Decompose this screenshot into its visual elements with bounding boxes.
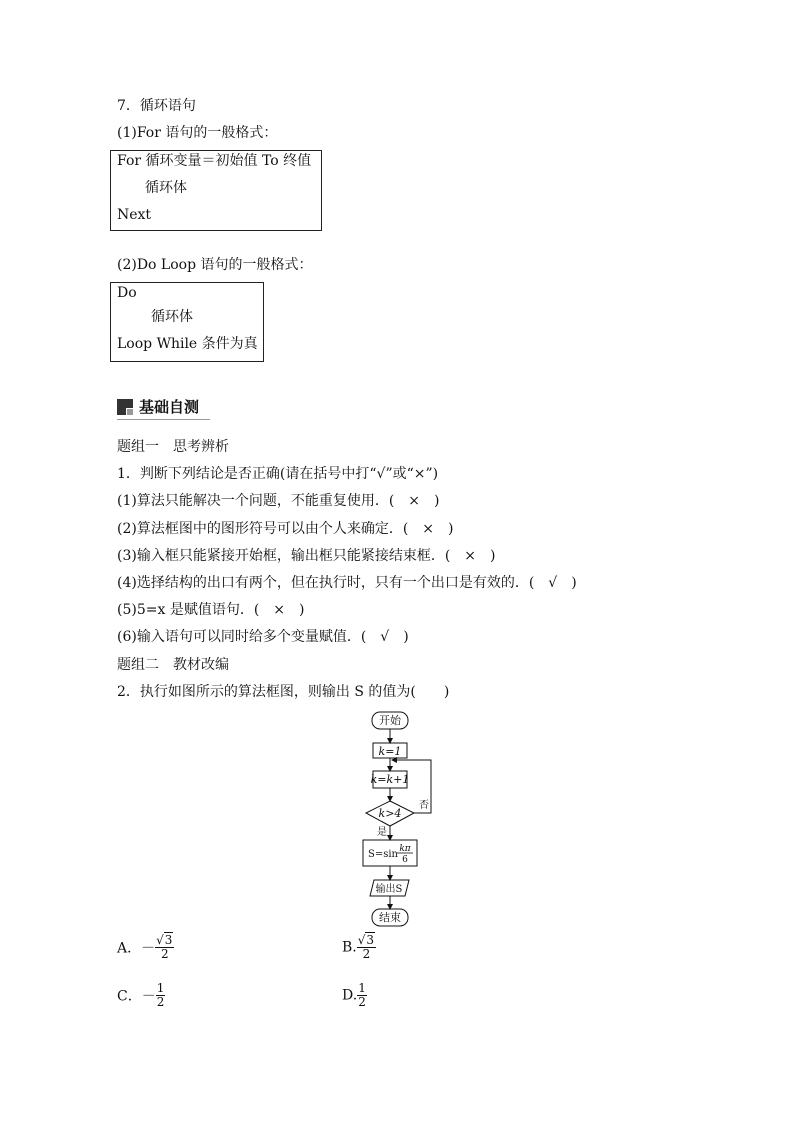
do-line-1: Do <box>117 285 137 301</box>
algorithm-flowchart <box>355 708 445 930</box>
question-1-item: (6)输入语句可以同时给多个变量赋值．( √ ) <box>117 629 409 645</box>
assign-prefix: S=sin <box>368 849 398 860</box>
do-line-3: Loop While 条件为真 <box>117 336 258 352</box>
start-label: 开始 <box>379 714 401 727</box>
section-square-icon <box>117 399 133 415</box>
do-intro: (2)Do Loop 语句的一般格式： <box>117 257 313 273</box>
end-label: 结束 <box>379 911 401 924</box>
section-title: 基础自测 <box>139 398 200 416</box>
for-line-3: Next <box>117 207 152 223</box>
option-d-label: D. <box>342 987 358 1004</box>
assign-numerator: kπ <box>399 844 411 854</box>
option-a-label: A．－ <box>117 940 156 957</box>
option-a-fraction: $\frac{√3}{2}$ <box>156 933 173 961</box>
question-1-item: (4)选择结构的出口有两个，但在执行时，只有一个出口是有效的．( √ ) <box>117 575 577 591</box>
question-1-item: (3)输入框只能紧接开始框，输出框只能紧接结束框．( × ) <box>117 548 496 564</box>
for-line-2: 循环体 <box>145 180 187 196</box>
option-c-fraction: $\frac{1}{2}$ <box>156 981 165 1009</box>
question-1-item: (5)5=x 是赋值语句．( × ) <box>117 602 305 618</box>
option-c[interactable] <box>117 982 165 1009</box>
question-2-stem: 2．执行如图所示的算法框图，则输出 S 的值为( ) <box>117 684 450 700</box>
option-c-label: C．－ <box>117 988 156 1005</box>
for-syntax-box <box>110 150 322 231</box>
for-line-1: For 循环变量＝初始值 To 终值 <box>117 153 312 169</box>
init-label: k=1 <box>378 745 402 758</box>
question-1-item: (1)算法只能解决一个问题，不能重复使用．( × ) <box>117 493 440 509</box>
option-d-fraction: $\frac{1}{2}$ <box>358 981 366 1009</box>
option-d[interactable] <box>342 982 367 1009</box>
option-b-label: B. <box>342 939 357 956</box>
do-syntax-box <box>110 282 264 362</box>
option-b-fraction: $\frac{√3}{2}$ <box>357 933 375 961</box>
update-label: k=k+1 <box>370 773 410 786</box>
question-1-item: (2)算法框图中的图形符号可以由个人来确定．( × ) <box>117 521 454 537</box>
option-b[interactable] <box>342 934 376 961</box>
condition-label: k>4 <box>378 807 402 820</box>
group-one-label: 题组一 思考辨析 <box>117 439 229 455</box>
option-a[interactable] <box>117 934 174 961</box>
section-heading: 7．循环语句 <box>117 98 196 114</box>
section-divider <box>117 419 210 420</box>
question-1-stem: 1．判断下列结论是否正确(请在括号中打“√”或“×”) <box>117 466 439 482</box>
yes-label: 是 <box>377 827 387 838</box>
for-intro: (1)For 语句的一般格式： <box>117 125 278 141</box>
assign-denominator: 6 <box>402 855 408 865</box>
output-label: 输出S <box>375 884 403 895</box>
group-two-label: 题组二 教材改编 <box>117 657 229 673</box>
no-label: 否 <box>419 800 429 811</box>
do-line-2: 循环体 <box>151 309 193 325</box>
